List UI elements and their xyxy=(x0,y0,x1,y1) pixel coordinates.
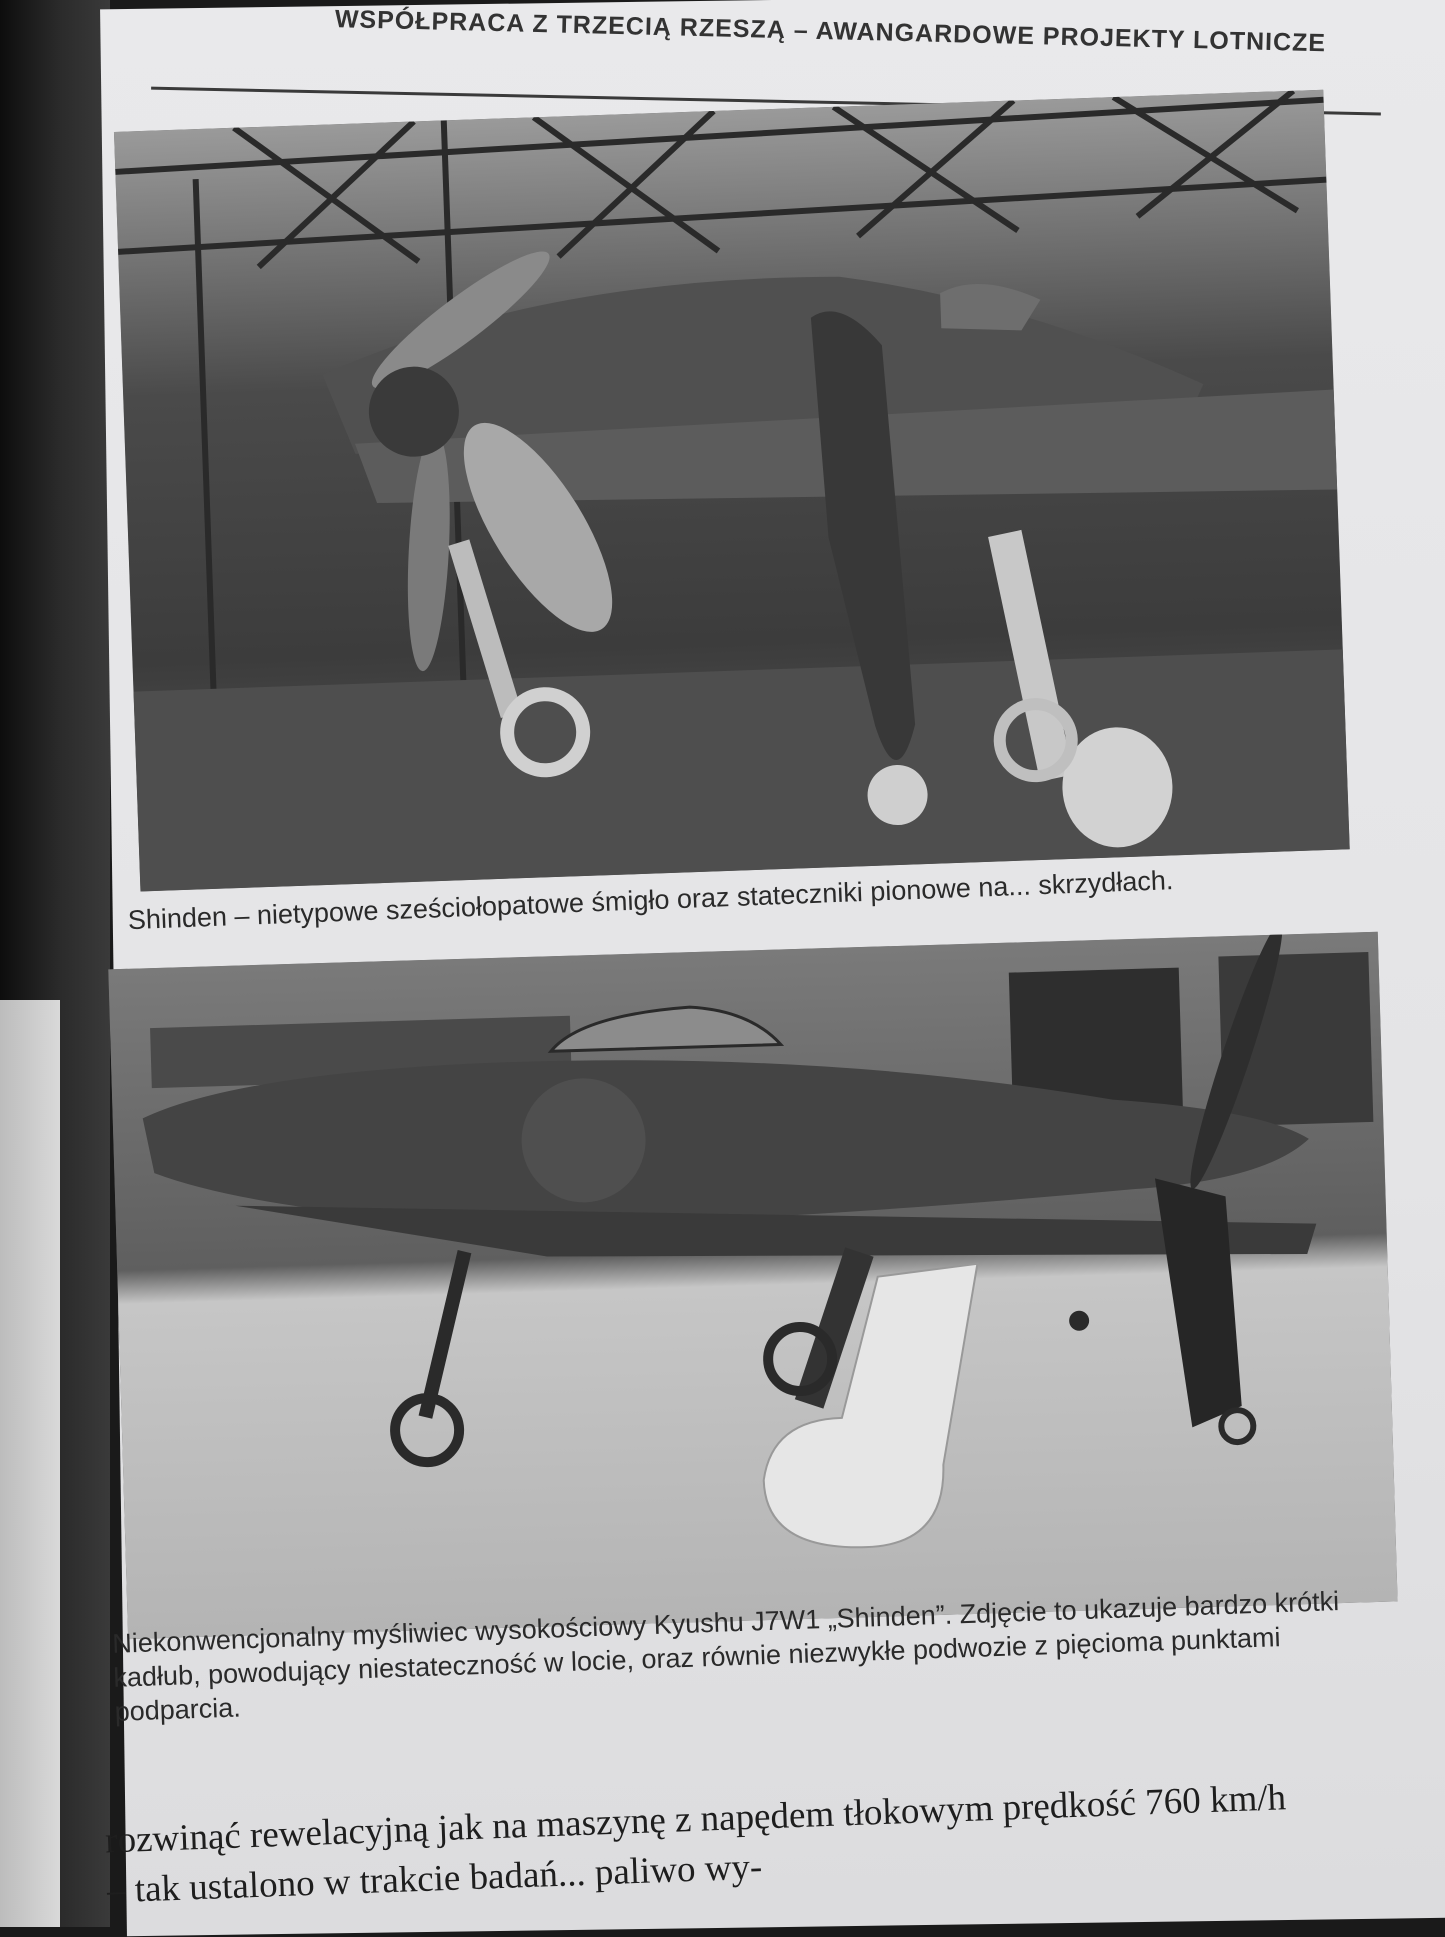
body-line-2: – tak ustalono w trakcie badań... paliwo wy- xyxy=(106,1846,763,1912)
running-header: WSPÓŁPRACA Z TRZECIĄ RZESZĄ – AWANGARDOWE PROJEKTY LOTNICZE xyxy=(334,5,1327,58)
figure-2-caption: Niekonwencjonalny myśliwiec wysokościowy Kyushu J7W1 „Shinden”. Zdjęcie to ukazuje bardzo krótki kadłub, powodujący niestateczność w locie, oraz równie niezwykłe podwozie z pięcioma punktami podparcia. xyxy=(111,1586,1340,1727)
body-text xyxy=(104,1768,1427,1916)
book-page xyxy=(100,0,1445,1936)
previous-page-edge xyxy=(0,0,110,1927)
previous-page-text-strip xyxy=(0,1000,60,1927)
photo-shinden-hangar xyxy=(114,90,1350,892)
body-line-1: rozwinąć rewelacyjną jak na maszynę z napędem tłokowym prędkość 760 km/h xyxy=(104,1777,1287,1862)
figure-1-caption: Shinden – nietypowe sześciołopatowe śmigło oraz stateczniki pionowe na... skrzydłach. xyxy=(127,865,1174,936)
photo-shinden-side-view xyxy=(108,932,1397,1639)
